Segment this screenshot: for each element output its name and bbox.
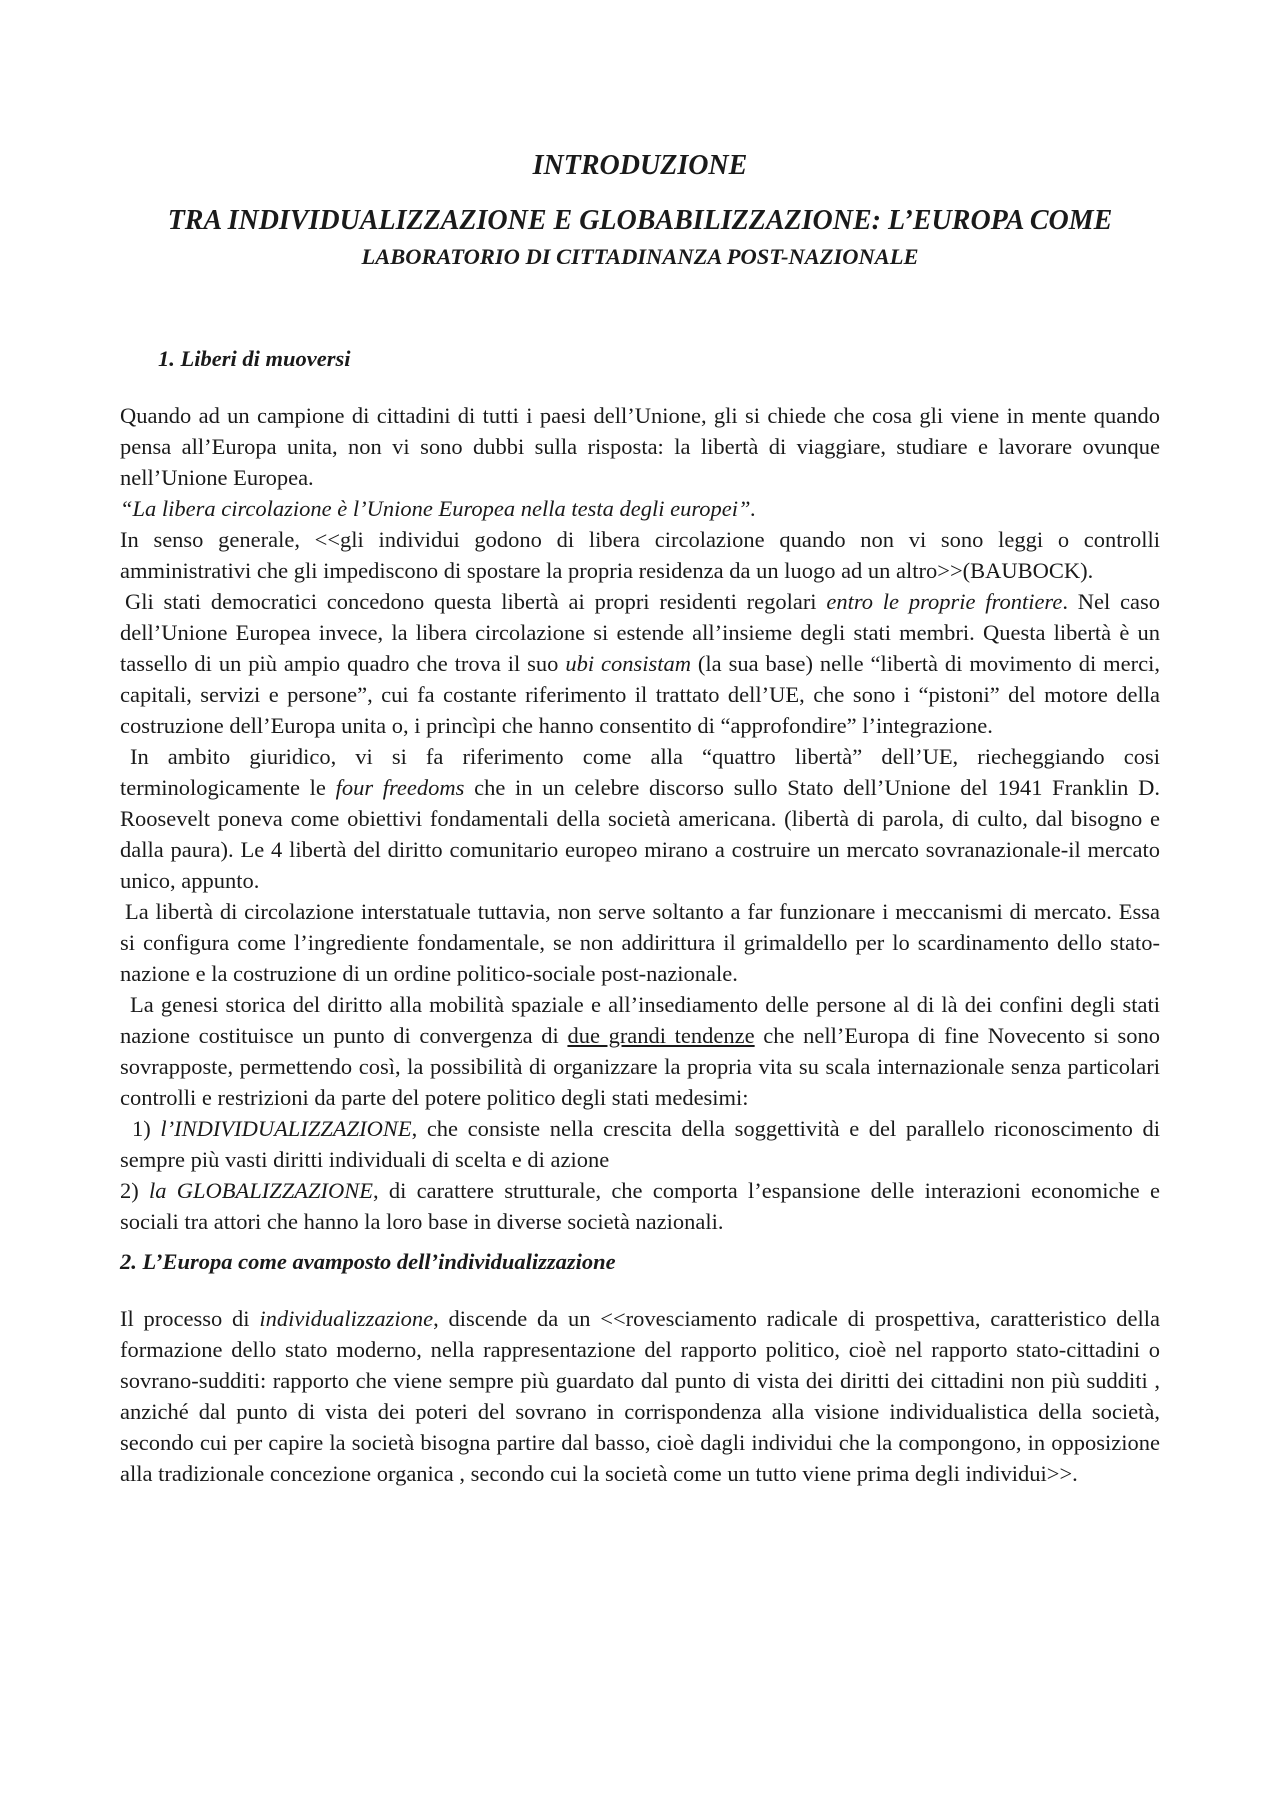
paragraph-3-italic-frontiere: entro le proprie frontiere — [826, 589, 1063, 614]
subtitle-line-1: TRA INDIVIDUALIZZAZIONE E GLOBABILIZZAZIONE: L’EUROPA COME — [167, 205, 1113, 236]
list-item-2-text: , di carattere strutturale, che comporta l’espansione delle interazioni economiche e sociali tra attori che hanno la loro base in diverse società nazionali. — [120, 1178, 1160, 1234]
section-1-paragraph-1: Quando ad un campione di cittadini di tutti i paesi dell’Unione, gli si chiede che cosa gli viene in mente quando pensa all’Europa unita, non vi sono dubbi sulla risposta: la libertà di viaggiare, studiare e lavorare ovunque nell’Unione Europea. — [120, 403, 1160, 490]
document-body — [120, 344, 1160, 1489]
section-1-paragraph-3 — [120, 586, 1160, 741]
list-item-2-term: la GLOBALIZZAZIONE — [148, 1178, 373, 1203]
paragraph-4-text-a: In ambito giuridico, vi si fa riferimento come alla “quattro libertà” dell’UE, riecheggiando cosi terminologicamente le — [120, 744, 1160, 800]
list-item-2 — [120, 1175, 1160, 1237]
list-item-1-text: , che consiste nella crescita della soggettività e del parallelo riconoscimento di sempre più vasti diritti individuali di scelta e di azione — [120, 1116, 1160, 1172]
section-2-text-c: , discende da un <<rovesciamento radicale di prospettiva, caratteristico della formazione dello stato moderno, nella rappresentazione del rapporto politico, cioè nel rapporto stato-cittadini o sovrano-sudditi: rapporto che viene sempre più guardato dal punto di vista dei diritti dei cittadini non più sudditi , anziché dal punto di vista dei poteri del sovrano in corrispondenza alla visione individualistica della società, secondo cui per capire la società bisogna partire dal basso, cioè dagli individui che la compongono, in opposizione alla tradizionale concezione organica , secondo cui la società come un tutto viene prima degli individui>>. — [120, 1306, 1160, 1486]
list-item-2-number: 2) — [120, 1178, 149, 1203]
section-2-italic-individualizzazione: individualizzazione — [259, 1306, 434, 1331]
section-1-paragraph-6 — [120, 989, 1160, 1113]
paragraph-3-text-e: (la sua base) nelle “libertà di movimento di merci, capitali, servizi e persone”, cui fa costante riferimento il trattato dell’UE, che sono i “pistoni” del motore della costruzione dell’Europa unita o, i princìpi che hanno consentito di “approfondire” l’integrazione. — [120, 651, 1160, 738]
list-item-1-term: l’INDIVIDUALIZZAZIONE — [160, 1116, 412, 1141]
list-item-1-number: 1) — [132, 1116, 161, 1141]
paragraph-3-italic-ubi-consistam: ubi consistam — [565, 651, 692, 676]
section-1-paragraph-2: In senso generale, <<gli individui godono di libera circolazione quando non vi sono leggi o controlli amministrativi che gli impediscono di spostare la propria residenza da un luogo ad un altro>>(BAUBOCK). — [120, 527, 1160, 583]
paragraph-6-text-c: che nell’Europa di fine Novecento si sono sovrapposte, permettendo così, la possibilità di organizzare la propria vita su scala internazionale senza particolari controlli e restrizioni da parte del potere politico degli stati medesimi: — [120, 1023, 1160, 1110]
section-1-paragraph-4 — [120, 741, 1160, 896]
paragraph-4-text-c: che in un celebre discorso sullo Stato dell’Unione del 1941 Franklin D. Roosevelt poneva come obiettivi fondamentali della società americana. (libertà di parola, di culto, dal bisogno e dalla paura). Le 4 libertà del diritto comunitario europeo mirano a costruire un mercato sovranazionale-il mercato unico, appunto. — [120, 775, 1160, 893]
section-1-heading: 1. Liberi di muoversi — [158, 346, 351, 371]
list-item-1 — [120, 1113, 1160, 1175]
subtitle-line-2: LABORATORIO DI CITTADINANZA POST-NAZIONALE — [361, 244, 919, 269]
section-2-text-a: Il processo di — [120, 1306, 260, 1331]
section-2-paragraph-1 — [120, 1303, 1160, 1489]
section-2-heading: 2. L’Europa come avamposto dell’individualizzazione — [120, 1249, 616, 1274]
paragraph-6-underlined-tendenze: due grandi tendenze — [567, 1023, 755, 1048]
main-title: INTRODUZIONE — [532, 150, 748, 181]
section-1-quote: “La libera circolazione è l’Unione Europea nella testa degli europei”. — [120, 496, 757, 521]
paragraph-3-text-c: . Nel caso dell’Unione Europea invece, la libera circolazione si estende all’insieme degli stati membri. Questa libertà è un tassello di un più ampio quadro che trova il suo — [120, 589, 1161, 676]
paragraph-6-text-a: La genesi storica del diritto alla mobilità spaziale e all’insediamento delle persone al di là dei confini degli stati nazione costituisce un punto di convergenza di — [120, 992, 1160, 1048]
paragraph-3-text-a: Gli stati democratici concedono questa libertà ai propri residenti regolari — [125, 589, 827, 614]
paragraph-4-italic-four-freedoms: four freedoms — [335, 775, 465, 800]
section-1-paragraph-5: La libertà di circolazione interstatuale tuttavia, non serve soltanto a far funzionare i meccanismi di mercato. Essa si configura come l’ingrediente fondamentale, se non addirittura il grimaldello per lo scardinamento dello stato-nazione e la costruzione di un ordine politico-sociale post-nazionale. — [120, 899, 1160, 986]
